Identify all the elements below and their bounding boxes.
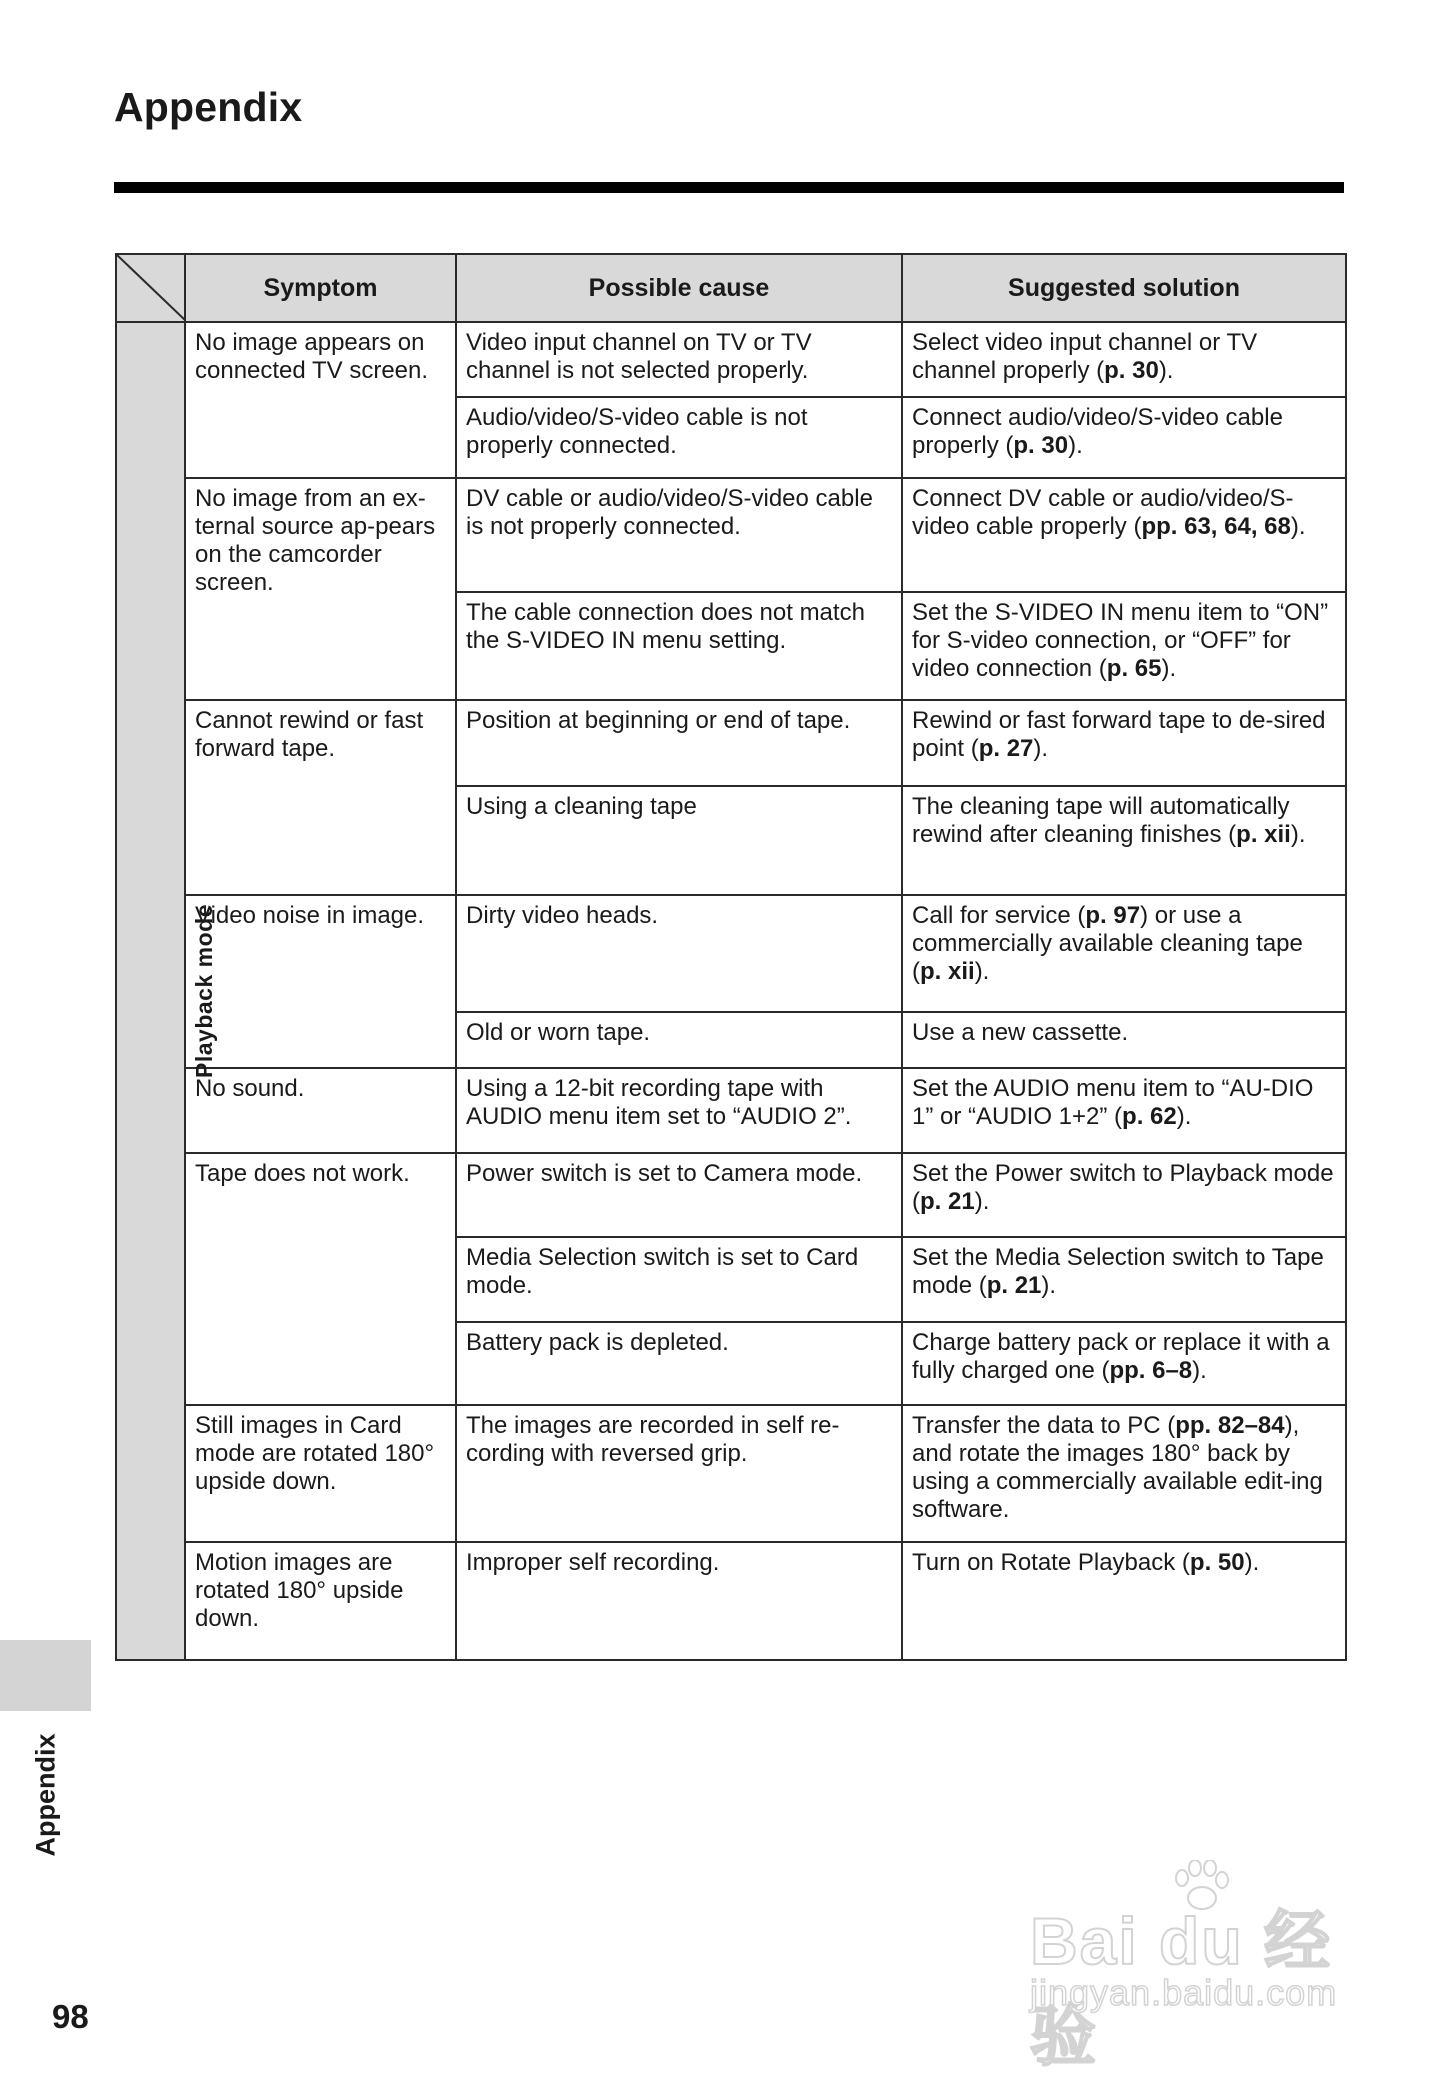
solution-cell — [902, 1237, 1346, 1322]
page-reference: p. 62 — [1122, 1103, 1177, 1130]
cause-cell: Using a cleaning tape — [456, 786, 902, 895]
cause-cell: Power switch is set to Camera mode. — [456, 1153, 902, 1237]
solution-text: Charge battery pack or replace it with a fully charged one ( — [912, 1329, 1330, 1384]
troubleshooting-table — [115, 253, 1347, 1661]
solution-text: ). — [974, 958, 990, 985]
solution-text: ). — [1033, 735, 1049, 762]
solution-cell — [902, 478, 1346, 592]
cause-cell: Media Selection switch is set to Card mode. — [456, 1237, 902, 1322]
page-reference: pp. 82–84 — [1175, 1412, 1285, 1439]
table-row — [116, 478, 1346, 592]
cause-cell: DV cable or audio/video/S-video cable is not properly connected. — [456, 478, 902, 592]
solution-cell — [902, 786, 1346, 895]
solution-text: Set the Media Selection switch to Tape mode ( — [912, 1244, 1324, 1299]
solution-cell — [902, 1542, 1346, 1660]
cause-cell: Using a 12-bit recording tape with AUDIO menu item set to “AUDIO 2”. — [456, 1068, 902, 1153]
solution-text: ). — [1041, 1272, 1057, 1299]
page-reference: p. 27 — [978, 735, 1034, 762]
page-reference: p. 21 — [920, 1188, 975, 1215]
symptom-cell: No image appears on connected TV screen. — [185, 322, 456, 478]
cause-cell: Video input channel on TV or TV channel is not selected properly. — [456, 322, 902, 397]
solution-text: Connect DV cable or audio/video/S-video cable properly ( — [912, 485, 1294, 540]
solution-text: Set the Power switch to Playback mode ( — [912, 1160, 1334, 1215]
solution-text: ), and rotate the images 180° back by using a commercially available edit-ing software. — [912, 1412, 1323, 1523]
page-reference: p. 97 — [1085, 902, 1141, 929]
solution-text: ). — [1192, 1357, 1207, 1384]
table-row — [116, 1153, 1346, 1237]
page-reference: p. 30 — [1104, 357, 1159, 384]
solution-text: ). — [974, 1188, 990, 1215]
header-corner-cell — [116, 254, 185, 322]
corner-diagonal — [117, 255, 186, 321]
solution-text: ). — [1244, 1549, 1260, 1576]
symptom-cell: Still images in Card mode are rotated 180° upside down. — [185, 1405, 456, 1542]
solution-text: The cleaning tape will automatically rewind after cleaning finishes ( — [912, 793, 1290, 848]
solution-cell — [902, 1405, 1346, 1542]
solution-cell — [902, 1153, 1346, 1237]
solution-cell — [902, 1012, 1346, 1068]
header-possible-cause: Possible cause — [456, 254, 902, 322]
solution-text: ) or use a commercially available cleaning tape ( — [912, 902, 1303, 985]
watermark — [1030, 1860, 1370, 2073]
solution-text: ). — [1161, 655, 1177, 682]
solution-cell — [902, 1322, 1346, 1405]
side-tab-marker — [0, 1640, 91, 1711]
watermark-url: jingyan.baidu.com — [1030, 1972, 1338, 2013]
table-row — [116, 1068, 1346, 1153]
solution-cell — [902, 592, 1346, 700]
solution-text: Select video input channel or TV channel properly ( — [912, 329, 1258, 384]
cause-cell: Old or worn tape. — [456, 1012, 902, 1068]
solution-text: Set the S-VIDEO IN menu item to “ON” for S-video connection, or “OFF” for video connection ( — [912, 599, 1329, 682]
header-symptom: Symptom — [185, 254, 456, 322]
symptom-cell: Tape does not work. — [185, 1153, 456, 1405]
solution-cell — [902, 397, 1346, 478]
cause-cell: Improper self recording. — [456, 1542, 902, 1660]
table-row — [116, 700, 1346, 786]
solution-text: Set the AUDIO menu item to “AU-DIO 1” or “AUDIO 1+2” ( — [912, 1075, 1314, 1130]
category-cell — [116, 322, 217, 1660]
page-reference: p. xii — [920, 958, 975, 985]
solution-text: Connect audio/video/S-video cable properly ( — [912, 404, 1283, 459]
solution-text: Transfer the data to PC ( — [912, 1412, 1176, 1439]
table-row — [116, 1405, 1346, 1542]
page-reference: pp. 6–8 — [1109, 1357, 1193, 1384]
table-row — [116, 322, 1346, 397]
page-reference: p. 50 — [1189, 1549, 1245, 1576]
symptom-cell: Motion images are rotated 180° upside down. — [185, 1542, 456, 1660]
page-reference: p. 30 — [1013, 432, 1069, 459]
solution-text: Call for service ( — [912, 902, 1086, 929]
solution-cell — [902, 1068, 1346, 1153]
symptom-cell: Video noise in image. — [185, 895, 456, 1068]
title-rule — [114, 182, 1344, 193]
page-reference: p. xii — [1236, 821, 1291, 848]
solution-cell — [902, 322, 1346, 397]
symptom-cell: No sound. — [185, 1068, 456, 1153]
cause-cell: Battery pack is depleted. — [456, 1322, 902, 1405]
solution-text: Turn on Rotate Playback ( — [912, 1549, 1190, 1576]
solution-text: Rewind or fast forward tape to de-sired point ( — [912, 707, 1326, 762]
solution-text: ). — [1068, 432, 1083, 459]
solution-cell — [902, 700, 1346, 786]
symptom-cell: Cannot rewind or fast forward tape. — [185, 700, 456, 895]
solution-text: ). — [1158, 357, 1174, 384]
table-row — [116, 895, 1346, 1012]
cause-cell: Audio/video/S-video cable is not properly connected. — [456, 397, 902, 478]
cause-cell: Position at beginning or end of tape. — [456, 700, 902, 786]
solution-text: ). — [1290, 513, 1306, 540]
solution-text: ). — [1176, 1103, 1192, 1130]
page-number: 98 — [52, 1998, 89, 2035]
table-header-row — [116, 254, 1346, 322]
cause-cell: Dirty video heads. — [456, 895, 902, 1012]
table-row — [116, 1542, 1346, 1660]
solution-text: ). — [1290, 821, 1306, 848]
symptom-cell: No image from an ex-ternal source ap-pears on the camcorder screen. — [185, 478, 456, 700]
solution-text: Use a new cassette. — [912, 1019, 1129, 1046]
page-title: Appendix — [114, 84, 303, 130]
cause-cell: The cable connection does not match the S-VIDEO IN menu setting. — [456, 592, 902, 700]
page-reference: p. 21 — [986, 1272, 1042, 1299]
cause-cell: The images are recorded in self re-cording with reversed grip. — [456, 1405, 902, 1542]
page-reference: p. 65 — [1106, 655, 1162, 682]
header-suggested-solution: Suggested solution — [902, 254, 1346, 322]
category-label: Playback mode — [190, 903, 217, 1078]
side-section-label: Appendix — [30, 1733, 61, 1857]
page-reference: pp. 63, 64, 68 — [1141, 513, 1291, 540]
watermark-brand: Bai du 经验 — [1030, 1904, 1333, 2073]
solution-cell — [902, 895, 1346, 1012]
